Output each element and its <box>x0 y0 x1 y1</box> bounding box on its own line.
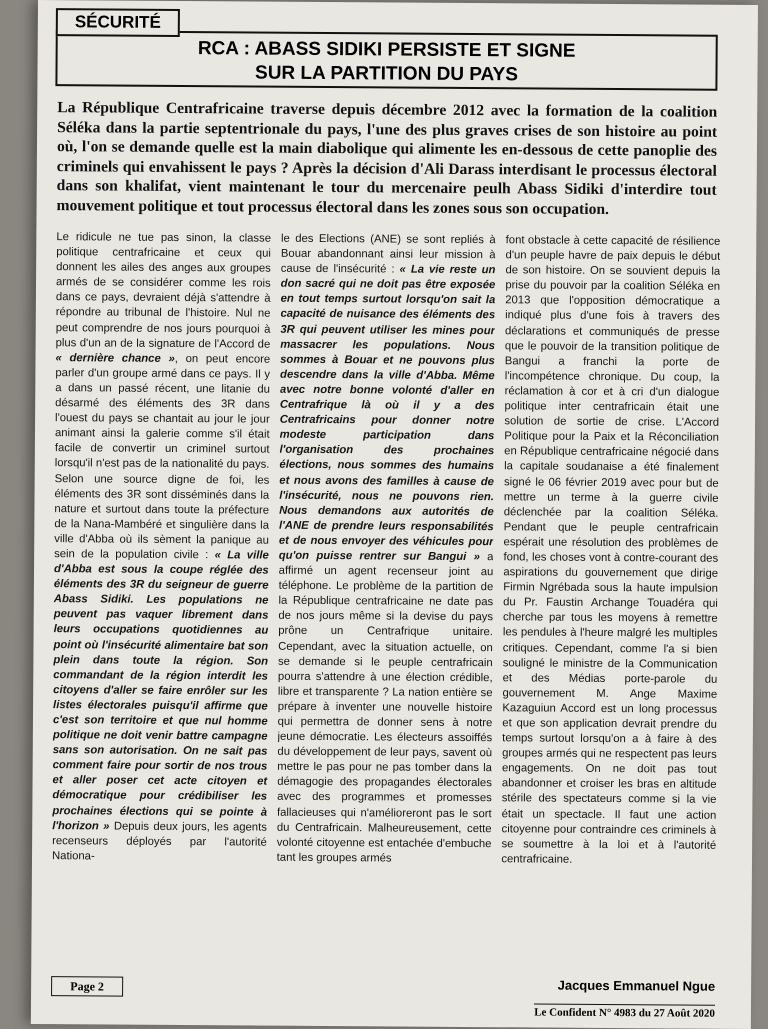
article-lead: La République Centrafricaine traverse depuis décembre 2012 avec la formation de la coalition Séléka dans la partie septentrionale du pays, l'une des plus graves crises de son histoire au point où, l'on se demande quelle est la main diabolique qui alimente les en-dessous de cette panoplie des criminels qui envahissent le pays ? Après la décision d'Ali Darass interdisant le processus électoral dans son khalifat, vient maintenant le tour du mercenaire peulh Abass Sidiki d'interdire tout mouvement politique et tout processus électoral dans les zones sous son occupation. <box>56 99 718 218</box>
col2-text-2: a affirmé un agent recenseur joint au téléphone. Le problème de la partition de la République centrafricaine ne date pas de nos jours même si la devise du pays prône un Centrafrique unitaire. Cependant, avec la situation actuelle, on se demande si le peuple centrafricain pourra s'attendre à une élection crédible, libre et transparente ? La nation entière se prépare à inventer une nouvelle histoire qui permettra de donner sens à notre jeune démocratie. Les électeurs assoiffés du développement de leur pays, savent où mettre le pas pour ne pas tomber dans la démagogie des propagandes électorales avec des programmes et promesses fallacieuses qui n'amélioreront pas le sort du Centrafricain. Malheureusement, cette volonté citoyenne est entachée d'embuche tant les groupes armés <box>276 551 494 865</box>
col2-text-1: le des Elections (ANE) se sont repliés à Bouar abandonnant ainsi leur mission à cause de l'insécurité : <box>280 232 496 276</box>
article-headline <box>55 30 717 91</box>
headline-line-2: SUR LA PARTITION DU PAYS <box>254 62 518 86</box>
newspaper-page <box>31 0 758 1029</box>
col1-text-2: , on peut encore parler d'un groupe armé dans ce pays. Il y a dans un passé récent, une litanie du désarmé des éléments des 3R dans l'ouest du pays se chantait au jour le jour animant ainsi la galerie comme s'il était facile de convertir un criminel surtout lorsqu'il n'est pas de la nationalité du pays. Selon une source digne de foi, les éléments des 3R sont disséminés dans la nature et surtout dans toute la préfecture de la Nana-Mambéré et singulière dans la ville d'Abba où ils sèment la panique au sein de la population civile : <box>54 352 271 562</box>
author-signature: Jacques Emmanuel Ngue <box>557 977 716 994</box>
page-number: Page 2 <box>51 976 123 997</box>
col1-text-3: Depuis deux jours, les agents recenseurs déployés par l'autorité Nationa- <box>51 820 267 863</box>
col3-text-1: font obstacle à cette capacité de résilience d'un peuple havre de paix depuis le début de son histoire. On se souvient depuis la prise du pouvoir par la coalition Séléka en 2013 que l'opposition démocratique a indiqué plus d'une fois à travers des déclarations et communiqués de presse que le pouvoir de la transition politique de Bangui a franchi la porte de l'incompétence chronique. Du coup, la réclamation à cor et à cri d'un dialogue politique inter centrafricain était une solution de sortie de crise. L'Accord Politique pour la Paix et la Réconciliation en République centrafricaine négocié dans la capitale soudanaise a été finalement signé le 06 février 2019 avec pour but de mettre un terme à la guerre civile déclenchée par la coalition Séléka. Pendant que le peuple centrafricain espérait une résolution des problèmes de fond, les choses vont à contre-courant des aspirations du gouvernement que dirige Firmin Ngrébada sous la haute impulsion du Pr. Faustin Archange Touadéra qui cherche par tous les moyens à remettre les pendules à l'heure malgré les multiples critiques. Cependant, comme l'a si bien souligné le ministre de la Communication et des Médias porte-parole du gouvernement M. Ange Maxime Kazaguiun Accord est un long processus et que son application devrait prendre du temps surtout lorsqu'on a à faire à des groupes armés qui ne respectent pas leurs engagements. On ne doit pas tout abandonner et croiser les bras en altitude stérile des spectateurs comme si la vie était un spectacle. Il faut une action citoyenne pour contraindre ces criminels à se soumettre à la loi et à l'autorité centrafricaine. <box>501 234 721 866</box>
col1-quote-2: « La ville d'Abba est sous la coupe réglée des éléments des 3R du seigneur de guerre Abass Sidiki. Les populations ne peuvent pas vaquer librement dans leurs occupations quotidiennes au point où l'insécurité alimentaire bat son plein dans toute la région. Son commandant de la région interdit les citoyens d'aller se faire enrôler sur les listes électorales puisqu'il affirme que c'est son territoire et que nul homme politique ne doit venir battre campagne sans son autorisation. On ne sait pas comment faire pour sortir de nos trous et aller poser cet acte citoyen et démocratique pour crédibiliser les prochaines élections qui se pointe à l'horizon » <box>52 549 269 833</box>
section-rubric: SÉCURITÉ <box>56 8 180 37</box>
column-2 <box>276 232 496 968</box>
article-columns <box>51 230 720 970</box>
headline-line-1: RCA : ABASS SIDIKI PERSISTE ET SIGNE <box>197 38 576 62</box>
column-1 <box>51 230 271 966</box>
col1-quote-1: « dernière chance » <box>55 351 175 365</box>
edition-line: Le Confident N° 4983 du 27 Août 2020 <box>534 1003 715 1019</box>
col2-quote-1: « La vie reste un don sacré qui ne doit pas être exposée en tout temps surtout lorsqu'on sait la capacité de nuisance des éléments des 3R qui peuvent utiliser les mines pour massacrer les populations. Nous sommes à Bouar et ne pouvons plus descendre dans la ville d'Abba. Même avec notre bonne volonté d'aller en Centrafrique là où il y a des Centrafricains pour donner notre modeste participation dans l'organisation des prochaines élections, nous sommes des humains et nous avons des familles à cause de l'insécurité, nous ne pouvons rien. Nous demandons aux autorités de l'ANE de prendre leurs responsabilités et de nous envoyer des véhicules pour qu'on puisse rentrer sur Bangui » <box>278 263 496 564</box>
column-3 <box>501 233 721 969</box>
col1-text-1: Le ridicule ne tue pas sinon, la classe politique centrafricaine et ceux qui donnent les ailes des anges aux groupes armés de se considérer comme les rois dans ce pays, devraient déjà s'attendre à répondre au tribunal de l'histoire. Nul ne peut comprendre de nos jours pourquoi à plus d'un an de la signature de l'Accord de <box>55 231 272 351</box>
